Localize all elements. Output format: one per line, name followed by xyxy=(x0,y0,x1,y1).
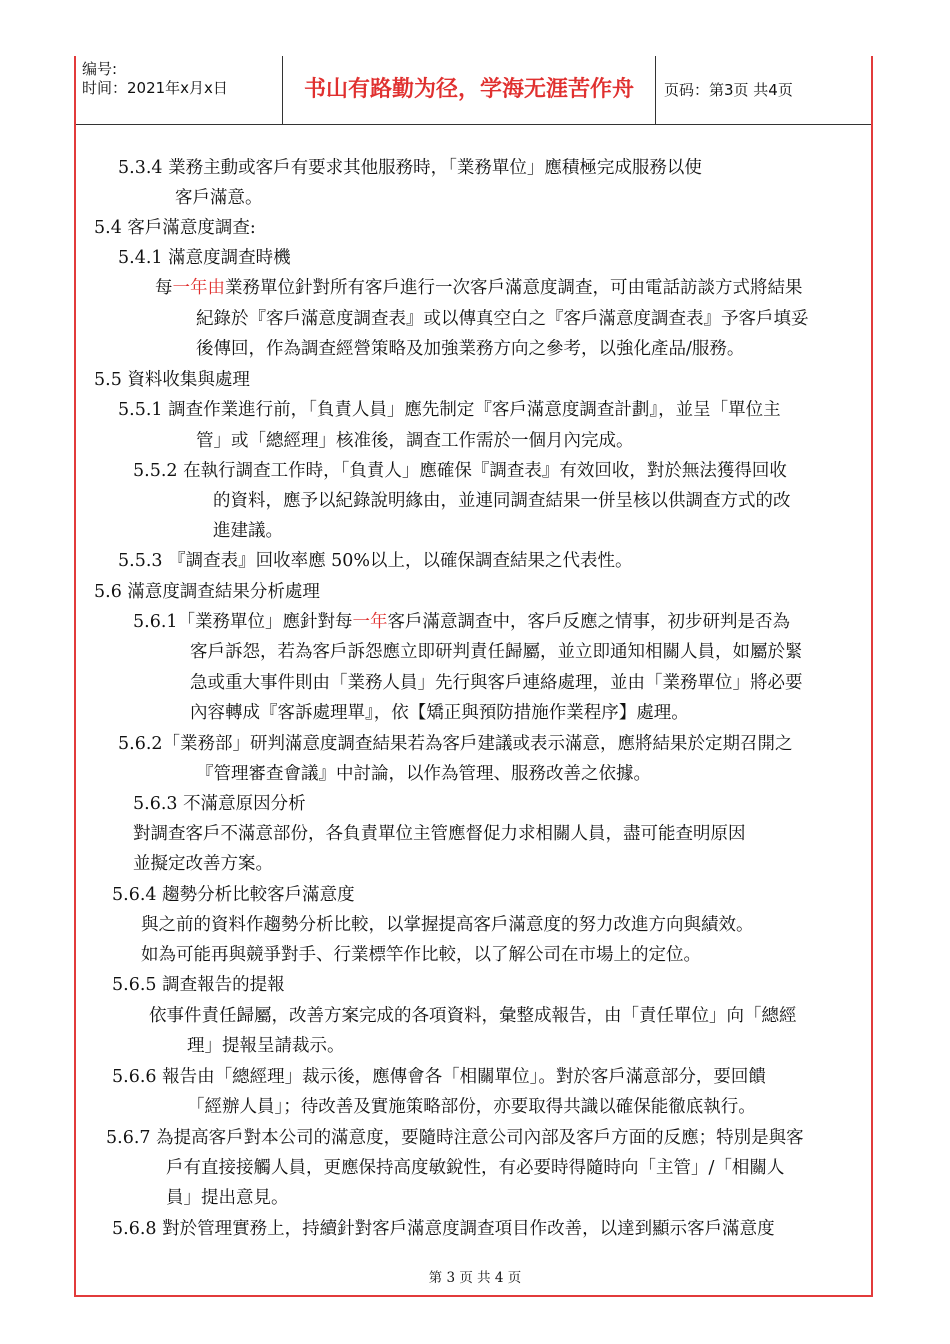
body-line: 5.4 客戶滿意度調查: xyxy=(94,218,256,238)
body-line: 5.6.2「業務部」研判滿意度調查結果若為客戶建議或表示滿意，應將結果於定期召開之 xyxy=(118,734,793,754)
document-number-label: 编号: xyxy=(82,60,118,78)
body-line: 對調查客戶不滿意部份，各負責單位主管應督促力求相關人員，盡可能查明原因 xyxy=(133,824,746,844)
body-line: 5.5.3 『調查表』回收率應 50%以上，以確保調查結果之代表性。 xyxy=(118,551,633,571)
body-line: 急或重大事件則由「業務人員」先行與客戶連絡處理，並由「業務單位」將必要 xyxy=(190,673,803,693)
page-border-left xyxy=(74,56,76,1296)
body-line: 「經辦人員」；待改善及實施策略部份，亦要取得共識以確保能徹底執行。 xyxy=(187,1097,756,1117)
body-line: 員」提出意見。 xyxy=(166,1188,289,1208)
body-line: 如為可能再與競爭對手、行業標竿作比較，以了解公司在市場上的定位。 xyxy=(141,945,701,965)
body-line: 5.6.7 為提高客戶對本公司的滿意度，要隨時注意公司內部及客戶方面的反應；特別是與客 xyxy=(106,1128,804,1148)
body-line: 5.6.5 調查報告的提報 xyxy=(112,975,285,995)
body-line: 5.5.1 調查作業進行前，「負責人員」應先制定『客戶滿意度調查計劃』，並呈「單位主 xyxy=(118,400,781,420)
body-line: 5.6.6 報告由「總經理」裁示後，應傳會各「相關單位」。對於客戶滿意部分，要回饋 xyxy=(112,1067,766,1087)
body-line: 紀錄於『客戶滿意度調查表』或以傳真空白之『客戶滿意度調查表』予客戶填妥 xyxy=(196,309,809,329)
body-line: 理」提報呈請裁示。 xyxy=(187,1036,345,1056)
body-text: 5.6.1「業務單位」應針對每 xyxy=(133,612,353,632)
header-page-code: 页码：第3页 共4页 xyxy=(664,81,793,99)
body-line: 5.3.4 業務主動或客戶有要求其他服務時，「業務單位」應積極完成服務以使 xyxy=(118,158,702,178)
body-line: 管」或「總經理」核准後，調查工作需於一個月內完成。 xyxy=(196,431,634,451)
body-line: 與之前的資料作趨勢分析比較，以掌握提高客戶滿意度的努力改進方向與績效。 xyxy=(141,915,754,935)
body-text: 每 xyxy=(155,278,173,298)
body-line: 內容轉成『客訴處理單』，依【矯正與預防措施作業程序】處理。 xyxy=(190,703,689,723)
body-line: 5.5.2 在執行調查工作時，「負責人」應確保『調查表』有效回收，對於無法獲得回收 xyxy=(133,461,787,481)
document-date: 时间：2021年x月x日 xyxy=(82,79,228,97)
page-border-bottom xyxy=(74,1295,873,1297)
page-border-right xyxy=(871,56,873,1296)
body-line: 5.4.1 滿意度調查時機 xyxy=(118,248,291,268)
body-line: 戶有直接接觸人員，更應保持高度敏銳性，有必要時得隨時向「主管」/「相關人 xyxy=(166,1158,785,1178)
body-line: 客戶訴怨，若為客戶訴怨應立即研判責任歸屬，並立即通知相關人員，如屬於緊 xyxy=(190,642,803,662)
body-line: 並擬定改善方案。 xyxy=(133,854,273,874)
header-motto: 书山有路勤为径，学海无涯苦作舟 xyxy=(282,56,656,124)
body-line xyxy=(155,278,803,298)
body-line: 的資料，應予以紀錄說明緣由，並連同調查結果一併呈核以供調查方式的改 xyxy=(213,491,791,511)
body-line: 5.5 資料收集與處理 xyxy=(94,370,250,390)
body-line: 後傳回，作為調查經營策略及加強業務方向之參考，以強化產品/服務。 xyxy=(196,339,745,359)
body-line: 依事件責任歸屬，改善方案完成的各項資料，彙整成報告，由「責任單位」向「總經 xyxy=(149,1006,797,1026)
body-line: 5.6.4 趨勢分析比較客戶滿意度 xyxy=(112,885,355,905)
body-line: 客戶滿意。 xyxy=(175,188,263,208)
page-header xyxy=(76,56,871,125)
highlighted-text: 一年 xyxy=(352,612,388,632)
body-line: 『管理審查會議』中討論，以作為管理、服務改善之依據。 xyxy=(196,764,651,784)
body-line: 進建議。 xyxy=(213,521,283,541)
body-text: 客戶滿意調查中，客戶反應之情事，初步研判是否為 xyxy=(387,612,791,632)
header-meta xyxy=(82,56,282,128)
highlighted-text: 一年由 xyxy=(172,278,225,298)
body-text: 業務單位針對所有客戶進行一次客戶滿意度調查，可由電話訪談方式將結果 xyxy=(225,278,803,298)
body-line: 5.6 滿意度調查結果分析處理 xyxy=(94,582,320,602)
page-footer: 第 3 页 共 4 页 xyxy=(428,1270,522,1286)
body-line xyxy=(133,612,790,632)
body-line: 5.6.8 對於管理實務上，持續針對客戶滿意度調查項目作改善，以達到顯示客戶滿意度 xyxy=(112,1219,775,1239)
body-line: 5.6.3 不滿意原因分析 xyxy=(133,794,306,814)
